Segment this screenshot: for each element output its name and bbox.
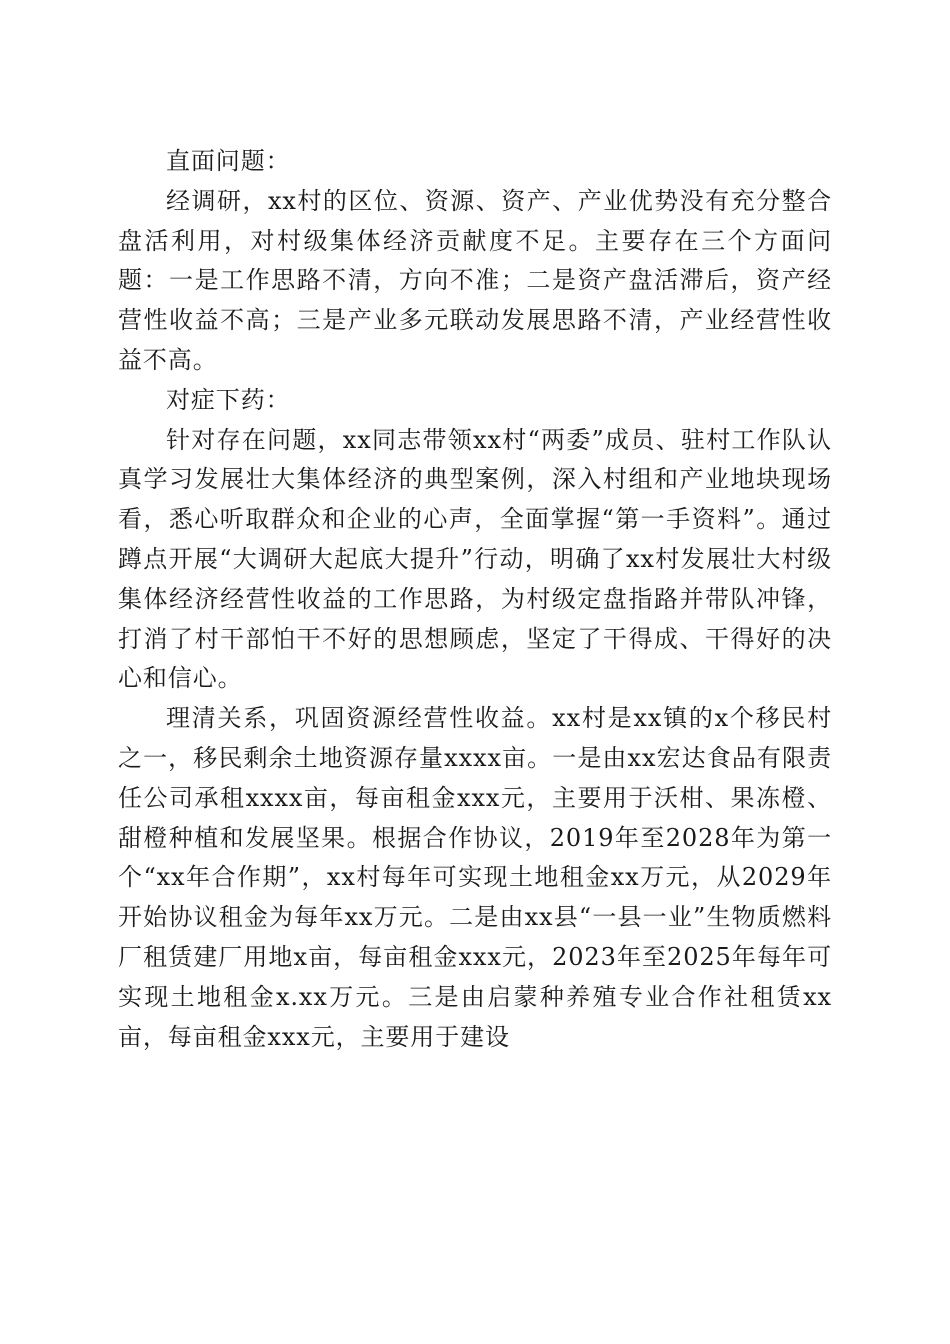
section-heading-remedies: 对症下药： [166,385,291,414]
paragraph-resource-income: 理清关系，巩固资源经营性收益。xx村是xx镇的x个移民村之一，移民剩余土地资源存量xxxx亩。一是由xx宏达食品有限责任公司承租xxxx亩，每亩租金xxx元，主要用于沃柑、果冻橙、甜橙种植和发展坚果。根据合作协议，2019年至2028年为第一个“xx年合作期”，xx村每年可实现土地租金xx万元，从2029年开始协议租金为每年xx万元。二是由xx县“一县一业”生物质燃料厂租赁建厂用地x亩，每亩租金xxx元，2023年至2025年每年可实现土地租金x.xx万元。三是由启蒙种养殖专业合作社租赁xx亩，每亩租金xxx元，主要用于建设 [118,704,832,1051]
section-heading-problems: 直面问题： [166,147,291,175]
paragraph-problems: 经调研，xx村的区位、资源、资产、产业优势没有充分整合盘活利用，对村级集体经济贡献度不足。主要存在三个方面问题：一是工作思路不清，方向不准；二是资产盘活滞后，资产经营性收益不高；三是产业多元联动发展思路不清，产业经营性收益不高。 [118,186,832,374]
document-body [118,142,832,1057]
paragraph-remedies: 针对存在问题，xx同志带领xx村“两委”成员、驻村工作队认真学习发展壮大集体经济的典型案例，深入村组和产业地块现场看，悉心听取群众和企业的心声，全面掌握“第一手资料”。通过蹲点开展“大调研大起底大提升”行动，明确了xx村发展壮大村级集体经济经营性收益的工作思路，为村级定盘指路并带队冲锋，打消了村干部怕干不好的思想顾虑，坚定了干得成、干得好的决心和信心。 [118,425,832,693]
